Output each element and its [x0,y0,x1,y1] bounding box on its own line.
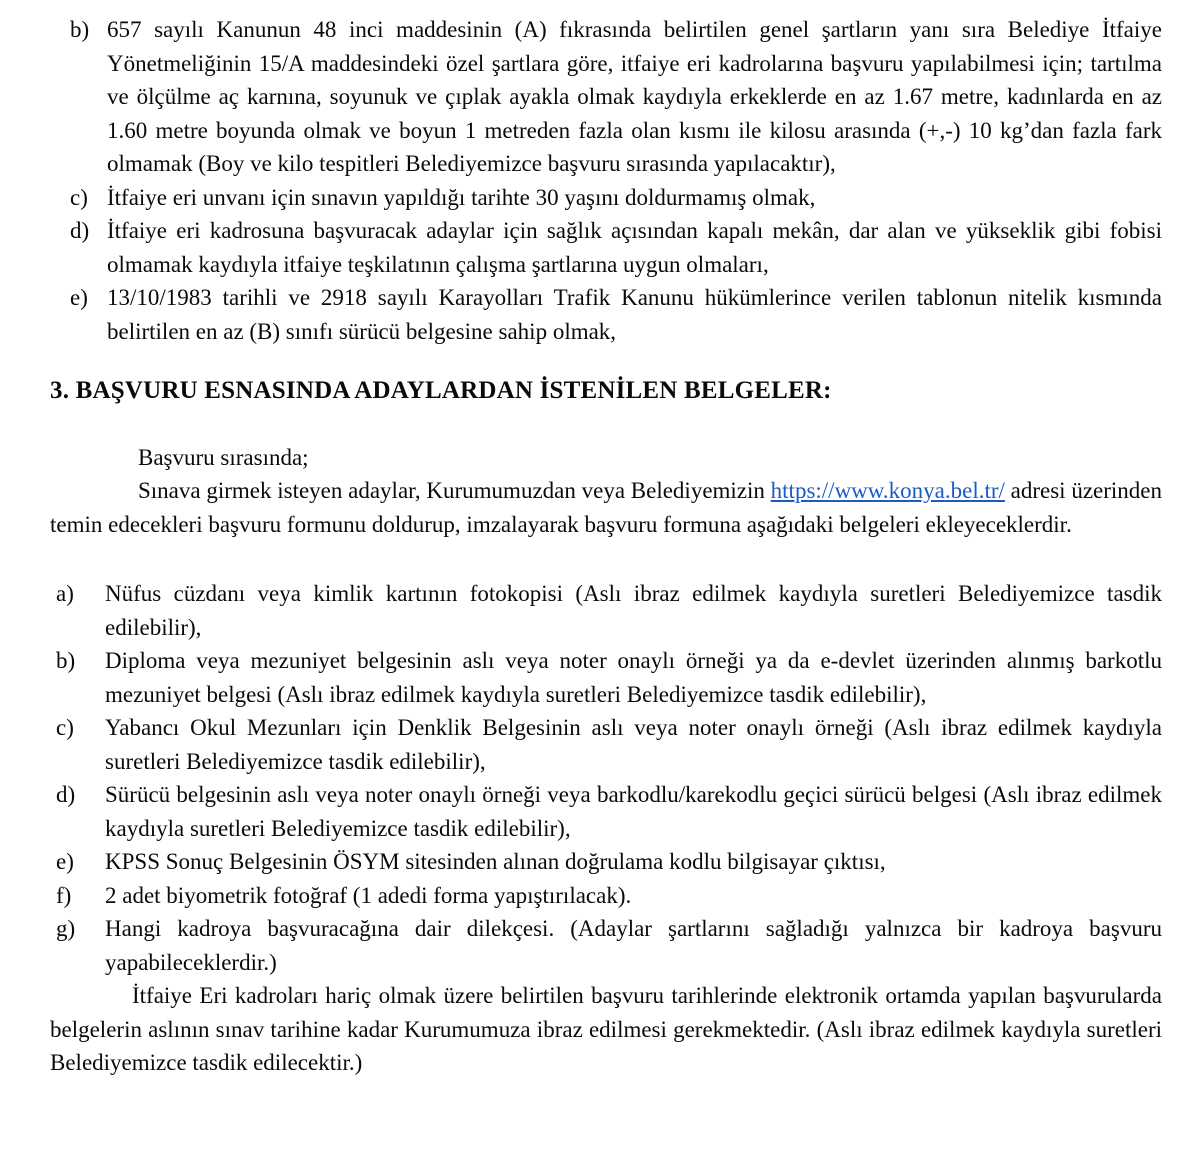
list-item-e [50,845,1162,879]
list-item-a [50,577,1162,644]
list-item-text: İtfaiye eri kadrosuna başvuracak adaylar için sağlık açısından kapalı mekân, dar alan ve yükseklik gibi fobisi olmamak kaydıyla itfaiye teşkilatının çalışma şartlarına uygun olmaları, [107,218,1162,277]
list-item-text: Nüfus cüzdanı veya kimlik kartının fotokopisi (Aslı ibraz edilmek kaydıyla suretleri Belediyemizce tasdik edilebilir), [105,581,1162,640]
konya-bel-tr-link[interactable]: https://www.konya.bel.tr/ [770,478,1005,503]
list-item-d [50,778,1162,845]
list-item-b [50,644,1162,711]
intro-text-before-link: Sınava girmek isteyen adaylar, Kurumumuzdan veya Belediyemizin [138,478,771,503]
intro-text-after-link: adresi üzerinden temin edecekleri başvuru formunu doldurup, imzalayarak başvuru formuna aşağıdaki belgeleri ekleyeceklerdir. [50,478,1162,537]
list-marker: e) [70,285,88,310]
list-marker: b) [70,17,90,42]
list-item-text: KPSS Sonuç Belgesinin ÖSYM sitesinden alınan doğrulama kodlu bilgisayar çıktısı, [105,849,886,874]
documents-list [50,577,1162,979]
list-marker: c) [70,184,88,210]
list-marker: d) [70,218,90,243]
list-item-c [50,711,1162,778]
list-marker: d) [56,782,76,807]
conditions-list [50,13,1162,348]
list-marker: f) [56,882,72,908]
section-heading: 3. BAŞVURU ESNASINDA ADAYLARDAN İSTENİLEN BELGELER: [50,377,832,404]
list-marker: e) [56,849,74,874]
list-item-text: Yabancı Okul Mezunları için Denklik Belgesinin aslı veya noter onaylı örneği (Aslı ibraz edilmek kaydıyla suretleri Belediyemizce tasdik edilebilir), [105,715,1162,774]
list-item-text: Diploma veya mezuniyet belgesinin aslı veya noter onaylı örneği ya da e-devlet üzerinden alınmış barkotlu mezuniyet belgesi (Aslı ibraz edilmek kaydıyla suretleri Belediyemizce tasdik edilebilir), [105,648,1162,707]
list-item-text: Hangi kadroya başvuracağına dair dilekçesi. (Adaylar şartlarını sağladığı yalnızca bir kadroya başvuru yapabileceklerdir.) [105,916,1162,975]
list-item-b [50,13,1162,181]
list-item-g [50,912,1162,979]
list-marker: b) [56,648,76,673]
list-marker: g) [56,916,76,941]
list-marker: a) [56,581,74,606]
list-item-text: 657 sayılı Kanunun 48 inci maddesinin (A) fıkrasında belirtilen genel şartların yanı sıra Belediye İtfaiye Yönetmeliğinin 15/A maddesindeki özel şartlara göre, itfaiye eri kadrolarına başvuru yapılabilmesi için; tartılma ve ölçülme aç karnına, soyunuk ve çıplak ayakla olmak kaydıyla erkeklerde en az 1.67 metre, kadınlarda en az 1.60 metre boyunda olmak ve boyun 1 metreden fazla olan kısmı ile kilosu arasında (+,-) 10 kg’dan fazla fark olmamak (Boy ve kilo tespitleri Belediyemizce başvuru sırasında yapılacaktır), [107,17,1162,176]
list-item-f [50,879,1162,913]
list-item-d [50,214,1162,281]
intro-block [50,441,1162,542]
list-item-e [50,281,1162,348]
list-marker: c) [56,715,74,740]
list-item-text: 2 adet biyometrik fotoğraf (1 adedi forma yapıştırılacak). [105,882,632,908]
closing-paragraph: İtfaiye Eri kadroları hariç olmak üzere belirtilen başvuru tarihlerinde elektronik ortamda yapılan başvurularda belgelerin aslının sınav tarihine kadar Kurumumuza ibraz edilmesi gerekmektedir. (Aslı ibraz edilmek kaydıyla suretleri Belediyemizce tasdik edilecektir.) [50,983,1162,1075]
list-item-text: 13/10/1983 tarihli ve 2918 sayılı Karayolları Trafik Kanunu hükümlerince verilen tablonun nitelik kısmında belirtilen en az (B) sınıfı sürücü belgesine sahip olmak, [107,285,1162,344]
intro-paragraph [50,474,1162,541]
list-item-text: Sürücü belgesinin aslı veya noter onaylı örneği veya barkodlu/karekodlu geçici sürücü belgesi (Aslı ibraz edilmek kaydıyla suretleri Belediyemizce tasdik edilebilir), [105,782,1162,841]
intro-line-1: Başvuru sırasında; [138,444,309,470]
list-item-text: İtfaiye eri unvanı için sınavın yapıldığı tarihte 30 yaşını doldurmamış olmak, [107,184,816,210]
list-item-c [50,181,1162,215]
